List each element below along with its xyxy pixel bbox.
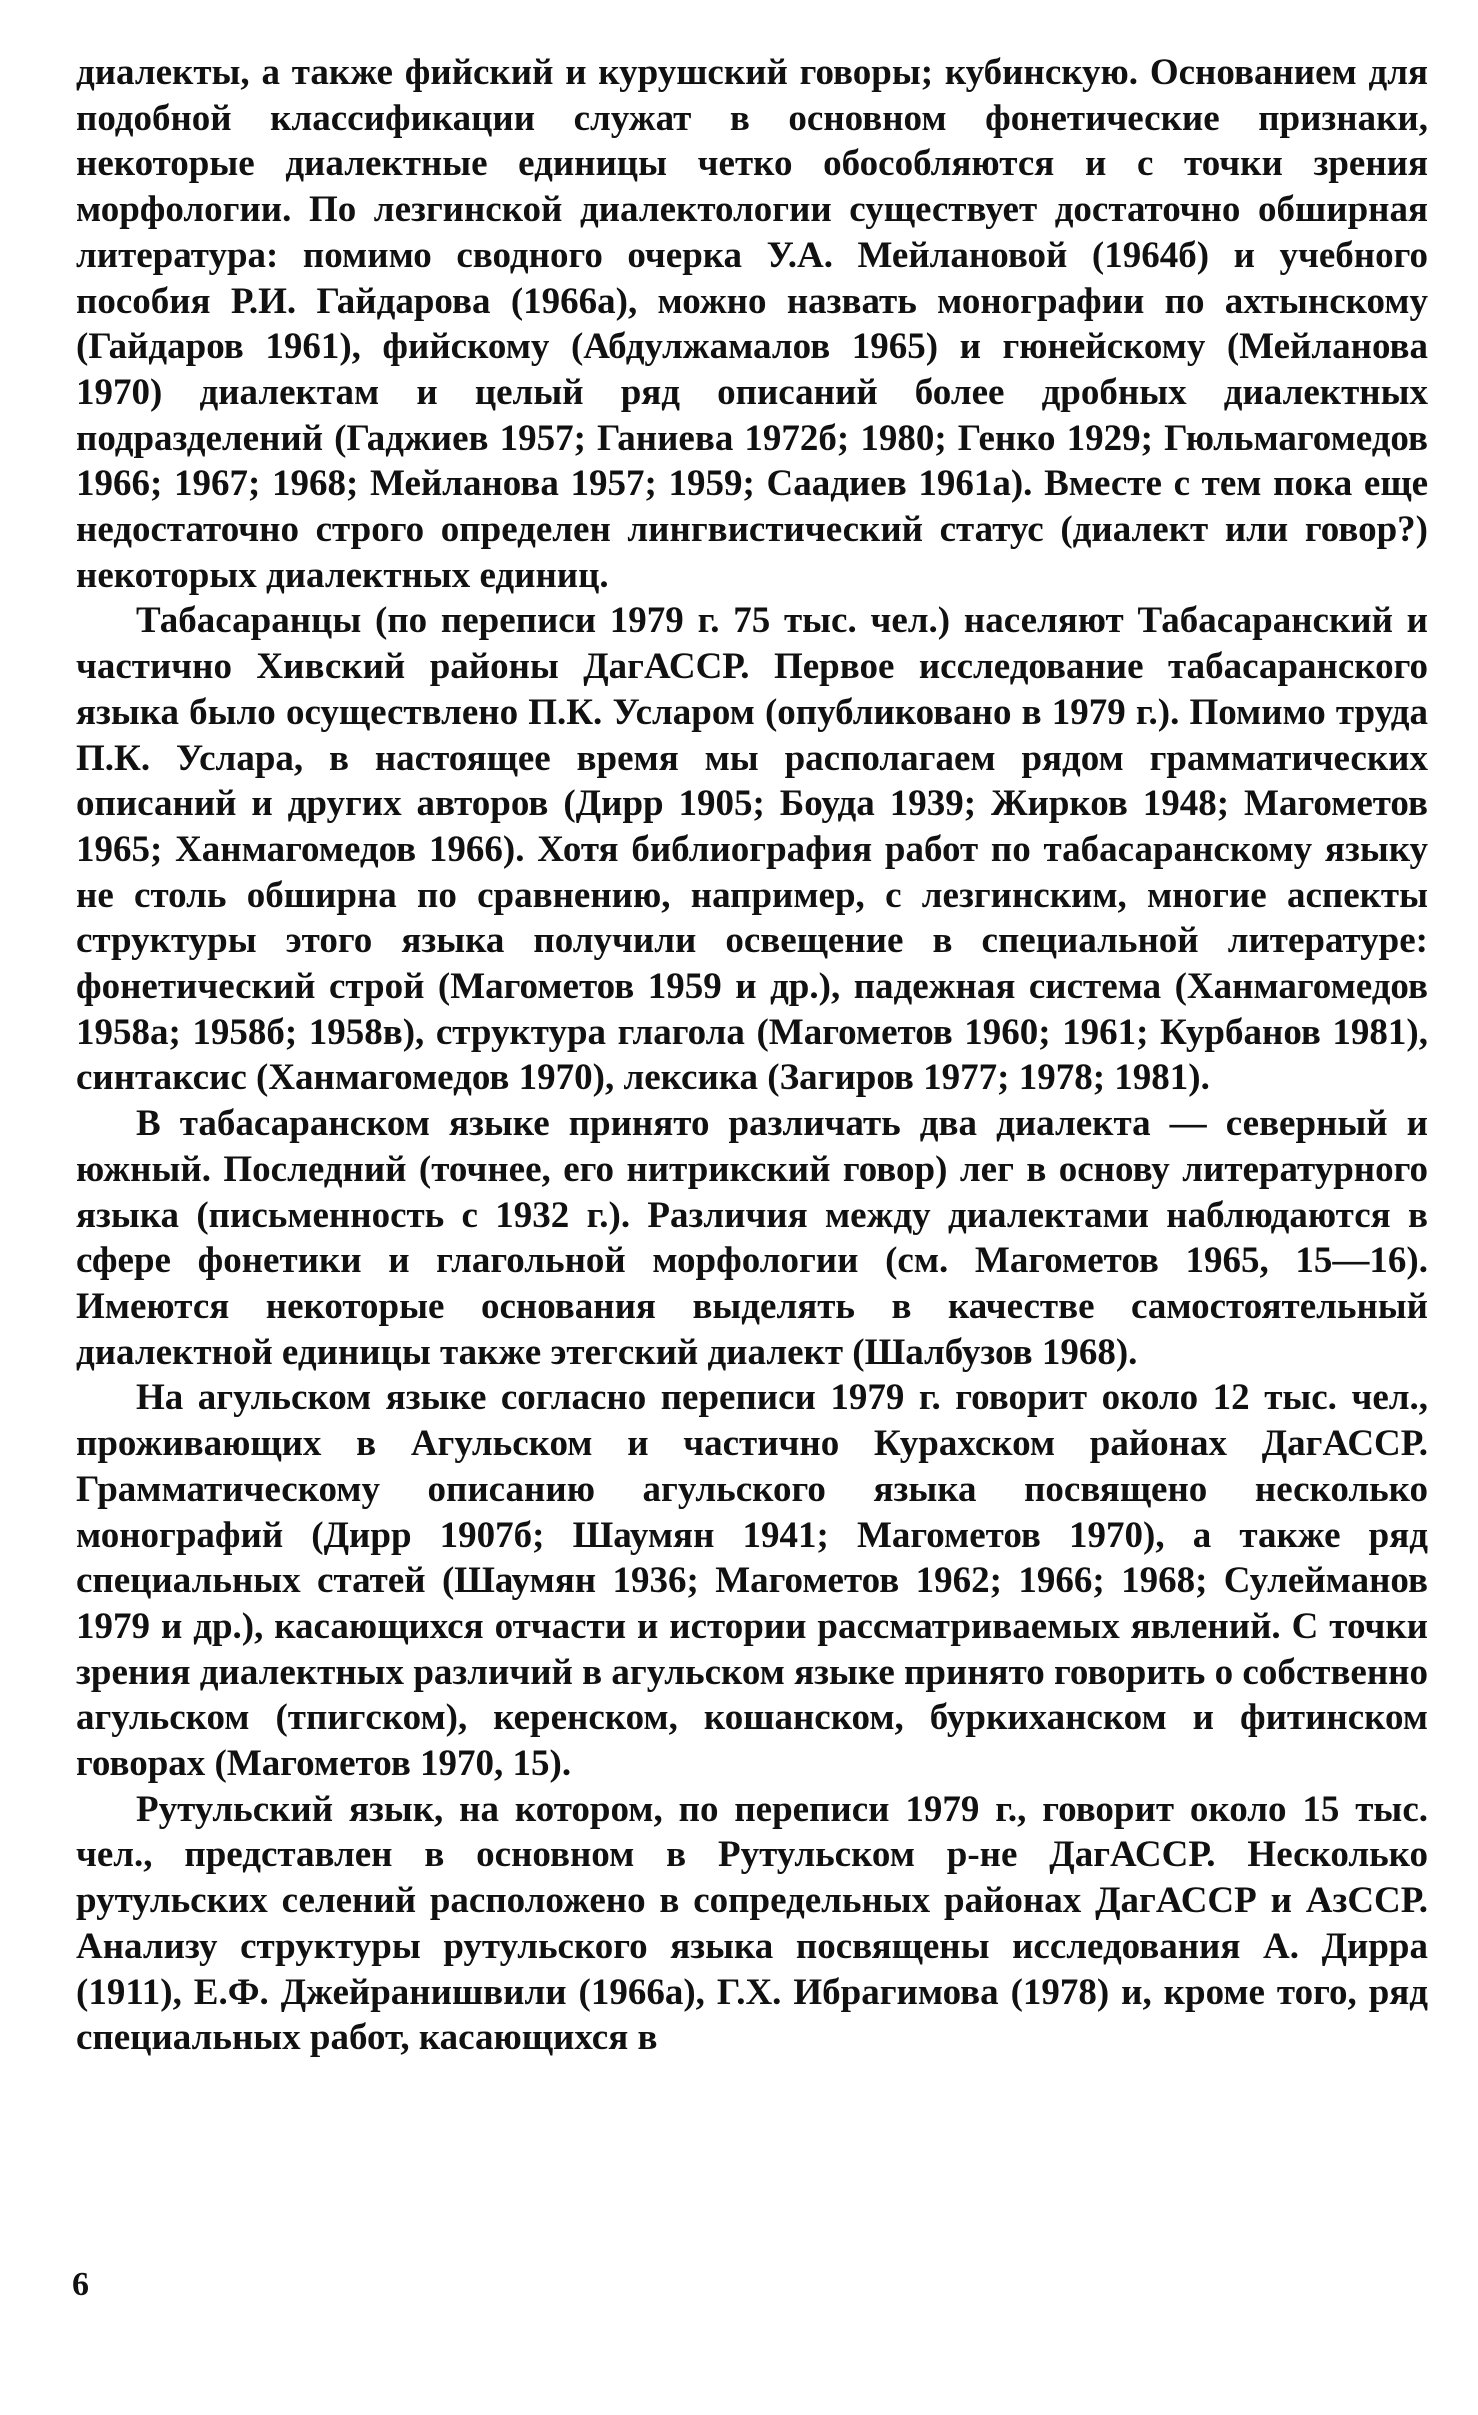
paragraph: Табасаранцы (по переписи 1979 г. 75 тыс. чел.) населяют Табасаранский и частично Хивский районы ДагАССР. Первое исследование табасаранского языка было осуществлено П.К. Усларом (опубликовано в 1979 г.). Помимо труда П.К. Услара, в настоящее время мы располагаем рядом грамматических описаний и других авторов (Дирр 1905; Боуда 1939; Жирков 1948; Магометов 1965; Ханмагомедов 1966). Хотя библиография работ по табасаранскому языку не столь обширна по сравнению, например, с лезгинским, многие аспекты структуры этого языка получили освещение в специальной литературе: фонетический строй (Магометов 1959 и др.), падежная система (Ханмагомедов 1958а; 1958б; 1958в), структура глагола (Магометов 1960; 1961; Курбанов 1981), синтаксис (Ханмагомедов 1970), лексика (Загиров 1977; 1978; 1981). [76, 600, 1428, 1099]
paragraph: Рутульский язык, на котором, по переписи 1979 г., говорит около 15 тыс. чел., представлен в основном в Рутульском р-не ДагАССР. Несколько рутульских селений расположено в сопредельных районах ДагАССР и АзССР. Анализу структуры рутульского языка посвящены исследования А. Дирра (1911), Е.Ф. Джейранишвили (1966а), Г.Х. Ибрагимова (1978) и, кроме того, ряд специальных работ, касающихся в [76, 1788, 1428, 2059]
paragraph: На агульском языке согласно переписи 1979 г. говорит около 12 тыс. чел., проживающих в Агульском и частично Курахском районах ДагАССР. Грамматическому описанию агульского языка посвящено несколько монографий (Дирр 1907б; Шаумян 1941; Магометов 1970), а также ряд специальных статей (Шаумян 1936; Магометов 1962; 1966; 1968; Сулейманов 1979 и др.), касающихся отчасти и истории рассматриваемых явлений. С точки зрения диалектных различий в агульском языке принято говорить о собственно агульском (тпигском), керенском, кошанском, буркиханском и фитинском говорах (Магометов 1970, 15). [76, 1377, 1428, 1785]
body-text [76, 50, 1428, 2061]
paragraph: В табасаранском языке принято различать два диалекта — северный и южный. Последний (точнее, его нитрикский говор) лег в основу литературного языка (письменность с 1932 г.). Различия между диалектами наблюдаются в сфере фонетики и глагольной морфологии (см. Магометов 1965, 15—16). Имеются некоторые основания выделять в качестве самостоятельный диалектной единицы также этегский диалект (Шалбузов 1968). [76, 1103, 1428, 1373]
paragraph: диалекты, а также фийский и курушский говоры; кубинскую. Основанием для подобной классификации служат в основном фонетические признаки, некоторые диалектные единицы четко обособляются и с точки зрения морфологии. По лезгинской диалектологии существует достаточно обширная литература: помимо сводного очерка У.А. Мейлановой (1964б) и учебного пособия Р.И. Гайдарова (1966а), можно назвать монографии по ахтынскому (Гайдаров 1961), фийскому (Абдулжамалов 1965) и гюнейскому (Мейланова 1970) диалектам и целый ряд описаний более дробных диалектных подразделений (Гаджиев 1957; Ганиева 1972б; 1980; Генко 1929; Гюльмагомедов 1966; 1967; 1968; Мейланова 1957; 1959; Саадиев 1961а). Вместе с тем пока еще недостаточно строго определен лингвистический статус (диалект или говор?) некоторых диалектных единиц. [76, 52, 1428, 596]
page-number: 6 [72, 2266, 89, 2303]
